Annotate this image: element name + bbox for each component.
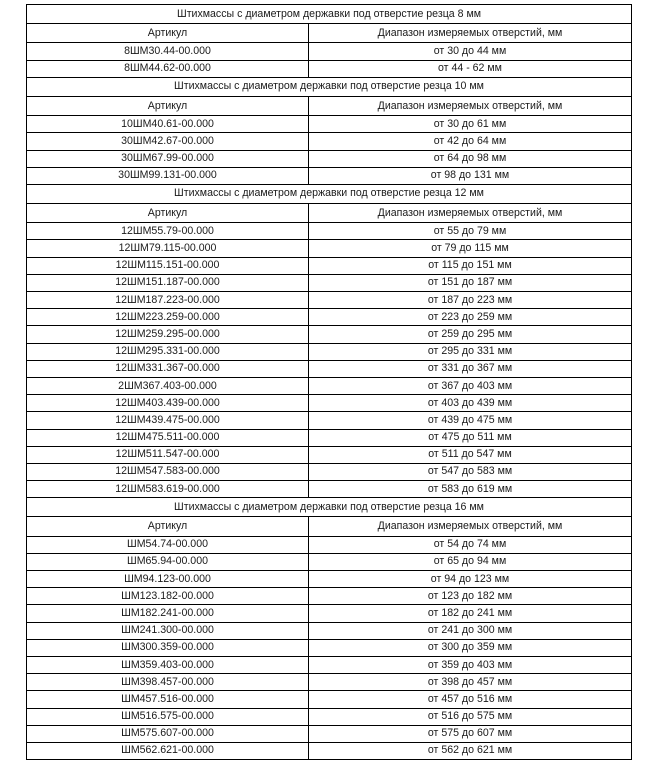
range-cell: от 367 до 403 мм — [309, 377, 632, 394]
table-row — [27, 463, 632, 480]
table-row — [27, 150, 632, 167]
article-cell: 12ШМ79.115-00.000 — [27, 240, 309, 257]
column-header-range: Диапазон измеряемых отверстий, мм — [309, 517, 632, 536]
range-cell: от 439 до 475 мм — [309, 412, 632, 429]
article-cell: 30ШМ99.131-00.000 — [27, 167, 309, 184]
section-title: Штихмассы с диаметром державки под отверстие резца 12 мм — [27, 184, 632, 203]
table-row — [27, 60, 632, 77]
table-row — [27, 553, 632, 570]
table-row — [27, 257, 632, 274]
table-row — [27, 377, 632, 394]
column-header-row — [27, 96, 632, 115]
article-cell: 12ШМ439.475-00.000 — [27, 412, 309, 429]
section-title-row — [27, 498, 632, 517]
table-row — [27, 622, 632, 639]
table-row — [27, 605, 632, 622]
table-row — [27, 656, 632, 673]
column-header-range: Диапазон измеряемых отверстий, мм — [309, 204, 632, 223]
article-cell: ШМ54.74-00.000 — [27, 536, 309, 553]
column-header-article: Артикул — [27, 517, 309, 536]
range-cell: от 94 до 123 мм — [309, 571, 632, 588]
table-row — [27, 536, 632, 553]
article-cell: ШМ457.516-00.000 — [27, 691, 309, 708]
range-cell: от 547 до 583 мм — [309, 463, 632, 480]
table-row — [27, 223, 632, 240]
range-cell: от 65 до 94 мм — [309, 553, 632, 570]
range-cell: от 64 до 98 мм — [309, 150, 632, 167]
article-cell: 2ШМ367.403-00.000 — [27, 377, 309, 394]
section-title-row — [27, 184, 632, 203]
table-row — [27, 481, 632, 498]
table-row — [27, 116, 632, 133]
range-cell: от 55 до 79 мм — [309, 223, 632, 240]
section-title-row — [27, 5, 632, 24]
table-row — [27, 708, 632, 725]
range-cell: от 457 до 516 мм — [309, 691, 632, 708]
table-row — [27, 240, 632, 257]
table-row — [27, 43, 632, 60]
range-cell: от 300 до 359 мм — [309, 639, 632, 656]
range-cell: от 115 до 151 мм — [309, 257, 632, 274]
range-cell: от 42 до 64 мм — [309, 133, 632, 150]
table-row — [27, 446, 632, 463]
column-header-article: Артикул — [27, 204, 309, 223]
column-header-article: Артикул — [27, 24, 309, 43]
article-cell: 8ШМ30.44-00.000 — [27, 43, 309, 60]
range-cell: от 30 до 61 мм — [309, 116, 632, 133]
range-cell: от 516 до 575 мм — [309, 708, 632, 725]
table-row — [27, 326, 632, 343]
article-cell: 30ШМ67.99-00.000 — [27, 150, 309, 167]
section-title-row — [27, 77, 632, 96]
article-cell: 12ШМ187.223-00.000 — [27, 292, 309, 309]
article-cell: ШМ516.575-00.000 — [27, 708, 309, 725]
range-cell: от 241 до 300 мм — [309, 622, 632, 639]
article-cell: 10ШМ40.61-00.000 — [27, 116, 309, 133]
range-cell: от 187 до 223 мм — [309, 292, 632, 309]
article-cell: ШМ123.182-00.000 — [27, 588, 309, 605]
column-header-row — [27, 24, 632, 43]
range-cell: от 562 до 621 мм — [309, 742, 632, 759]
table-row — [27, 292, 632, 309]
range-cell: от 30 до 44 мм — [309, 43, 632, 60]
range-cell: от 398 до 457 мм — [309, 674, 632, 691]
column-header-row — [27, 204, 632, 223]
range-cell: от 475 до 511 мм — [309, 429, 632, 446]
range-cell: от 359 до 403 мм — [309, 656, 632, 673]
table-row — [27, 360, 632, 377]
range-cell: от 54 до 74 мм — [309, 536, 632, 553]
range-cell: от 259 до 295 мм — [309, 326, 632, 343]
article-cell: 12ШМ511.547-00.000 — [27, 446, 309, 463]
table-row — [27, 133, 632, 150]
article-cell: 12ШМ475.511-00.000 — [27, 429, 309, 446]
table-row — [27, 742, 632, 759]
instrument-table — [26, 4, 632, 760]
article-cell: 12ШМ55.79-00.000 — [27, 223, 309, 240]
article-cell: 12ШМ115.151-00.000 — [27, 257, 309, 274]
table-row — [27, 639, 632, 656]
range-cell: от 223 до 259 мм — [309, 309, 632, 326]
column-header-range: Диапазон измеряемых отверстий, мм — [309, 24, 632, 43]
column-header-range: Диапазон измеряемых отверстий, мм — [309, 96, 632, 115]
table-row — [27, 167, 632, 184]
article-cell: ШМ562.621-00.000 — [27, 742, 309, 759]
range-cell: от 123 до 182 мм — [309, 588, 632, 605]
column-header-row — [27, 517, 632, 536]
article-cell: 12ШМ583.619-00.000 — [27, 481, 309, 498]
table-row — [27, 725, 632, 742]
range-cell: от 331 до 367 мм — [309, 360, 632, 377]
table-body — [27, 5, 632, 760]
article-cell: 12ШМ547.583-00.000 — [27, 463, 309, 480]
table-row — [27, 674, 632, 691]
table-row — [27, 412, 632, 429]
article-cell: 12ШМ259.295-00.000 — [27, 326, 309, 343]
table-row — [27, 588, 632, 605]
range-cell: от 79 до 115 мм — [309, 240, 632, 257]
table-row — [27, 395, 632, 412]
range-cell: от 403 до 439 мм — [309, 395, 632, 412]
section-title: Штихмассы с диаметром державки под отверстие резца 16 мм — [27, 498, 632, 517]
table-row — [27, 429, 632, 446]
table-row — [27, 343, 632, 360]
article-cell: ШМ359.403-00.000 — [27, 656, 309, 673]
range-cell: от 98 до 131 мм — [309, 167, 632, 184]
article-cell: 12ШМ403.439-00.000 — [27, 395, 309, 412]
article-cell: ШМ241.300-00.000 — [27, 622, 309, 639]
table-row — [27, 691, 632, 708]
range-cell: от 44 - 62 мм — [309, 60, 632, 77]
article-cell: 30ШМ42.67-00.000 — [27, 133, 309, 150]
article-cell: 12ШМ331.367-00.000 — [27, 360, 309, 377]
range-cell: от 182 до 241 мм — [309, 605, 632, 622]
section-title: Штихмассы с диаметром державки под отверстие резца 10 мм — [27, 77, 632, 96]
table-row — [27, 274, 632, 291]
article-cell: 12ШМ295.331-00.000 — [27, 343, 309, 360]
article-cell: ШМ575.607-00.000 — [27, 725, 309, 742]
article-cell: 12ШМ223.259-00.000 — [27, 309, 309, 326]
table-row — [27, 571, 632, 588]
column-header-article: Артикул — [27, 96, 309, 115]
section-title: Штихмассы с диаметром державки под отверстие резца 8 мм — [27, 5, 632, 24]
article-cell: ШМ65.94-00.000 — [27, 553, 309, 570]
range-cell: от 511 до 547 мм — [309, 446, 632, 463]
article-cell: ШМ300.359-00.000 — [27, 639, 309, 656]
table-row — [27, 309, 632, 326]
range-cell: от 295 до 331 мм — [309, 343, 632, 360]
article-cell: ШМ398.457-00.000 — [27, 674, 309, 691]
article-cell: 8ШМ44.62-00.000 — [27, 60, 309, 77]
range-cell: от 575 до 607 мм — [309, 725, 632, 742]
article-cell: ШМ182.241-00.000 — [27, 605, 309, 622]
article-cell: 12ШМ151.187-00.000 — [27, 274, 309, 291]
range-cell: от 583 до 619 мм — [309, 481, 632, 498]
range-cell: от 151 до 187 мм — [309, 274, 632, 291]
article-cell: ШМ94.123-00.000 — [27, 571, 309, 588]
